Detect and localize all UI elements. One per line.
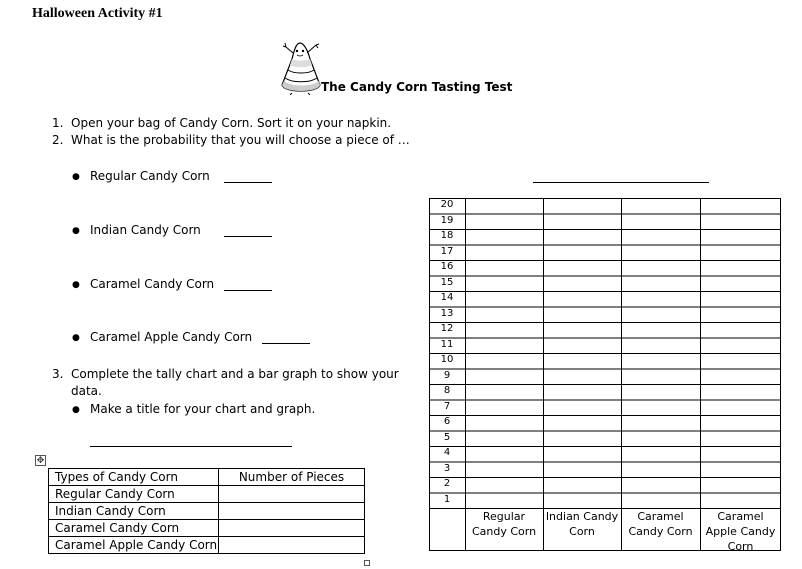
y-axis-label: 14 (440, 292, 454, 303)
bullet-icon: ● (72, 333, 80, 343)
graph-title-blank[interactable] (533, 181, 709, 183)
tally-type-cell: Regular Candy Corn (49, 486, 219, 503)
tally-count-cell[interactable] (219, 537, 365, 554)
y-axis-label: 1 (443, 493, 451, 505)
tally-type-cell: Caramel Apple Candy Corn (49, 537, 219, 554)
y-axis-label: 4 (443, 447, 451, 458)
y-axis-label: 10 (440, 354, 454, 365)
step-3-line-1: Complete the tally chart and a bar graph to show your (71, 367, 399, 381)
y-axis-label: 17 (440, 245, 454, 257)
step-1-text: Open your bag of Candy Corn. Sort it on your napkin. (71, 116, 392, 130)
x-axis-category-label: Caramel Candy Corn (628, 510, 693, 538)
probability-item: Caramel Apple Candy Corn (90, 330, 253, 344)
step-2-number: 2. (52, 133, 64, 147)
y-axis-label: 11 (440, 338, 454, 350)
y-axis-label: 7 (443, 400, 451, 412)
y-axis-label: 16 (440, 261, 454, 272)
y-axis-label: 19 (440, 214, 454, 226)
tally-row (49, 537, 365, 554)
tally-row (49, 486, 365, 503)
document-heading: Halloween Activity #1 (32, 6, 163, 21)
answer-blank[interactable] (224, 235, 272, 237)
step-1-number: 1. (52, 116, 64, 130)
probability-item: Regular Candy Corn (90, 169, 210, 183)
y-axis-label: 2 (443, 478, 451, 489)
move-handle-icon[interactable]: ✥ (36, 456, 45, 466)
tally-type-cell: Caramel Candy Corn (49, 520, 219, 537)
y-axis-label: 13 (440, 307, 454, 319)
y-axis-label: 20 (440, 199, 454, 210)
tally-count-cell[interactable] (219, 520, 365, 537)
answer-blank[interactable] (224, 181, 272, 183)
tally-row (49, 520, 365, 537)
chart-title-blank[interactable] (90, 445, 292, 447)
tally-count-cell[interactable] (219, 503, 365, 520)
y-axis-label: 5 (443, 431, 451, 443)
probability-item: Indian Candy Corn (90, 223, 201, 237)
y-axis-label: 9 (443, 369, 451, 381)
step-3-bullet: Make a title for your chart and graph. (90, 402, 316, 416)
step-3-line-2: data. (71, 384, 102, 398)
activity-title: The Candy Corn Tasting Test (321, 80, 513, 94)
tally-header-count: Number of Pieces (219, 469, 365, 486)
tally-header-type: Types of Candy Corn (49, 469, 219, 486)
tally-row (49, 503, 365, 520)
y-axis-label: 6 (443, 416, 451, 427)
graph-lines (429, 198, 781, 551)
bullet-icon: ● (72, 172, 80, 182)
bullet-icon: ● (72, 405, 80, 415)
x-axis-category-label: Caramel Apple Candy Corn (705, 510, 776, 553)
tally-count-cell[interactable] (219, 486, 365, 503)
y-axis-label: 15 (440, 276, 454, 288)
step-3-number: 3. (52, 367, 64, 381)
tally-header-row (49, 469, 365, 486)
answer-blank[interactable] (224, 289, 272, 291)
y-axis-label: 12 (440, 323, 454, 334)
step-2-text: What is the probability that you will choose a piece of … (71, 133, 410, 147)
bar-graph-grid (429, 198, 781, 551)
bullet-icon: ● (72, 226, 80, 236)
y-axis-label: 18 (440, 230, 454, 241)
tally-chart (48, 468, 365, 554)
resize-handle[interactable] (364, 560, 370, 566)
probability-item: Caramel Candy Corn (90, 277, 215, 291)
y-axis-label: 8 (443, 385, 451, 396)
x-axis-category-label: Indian Candy Corn (545, 510, 619, 538)
bullet-icon: ● (72, 280, 80, 290)
tally-type-cell: Indian Candy Corn (49, 503, 219, 520)
x-axis-category-label: Regular Candy Corn (471, 510, 537, 538)
y-axis-label: 3 (443, 462, 451, 474)
answer-blank[interactable] (262, 342, 310, 344)
